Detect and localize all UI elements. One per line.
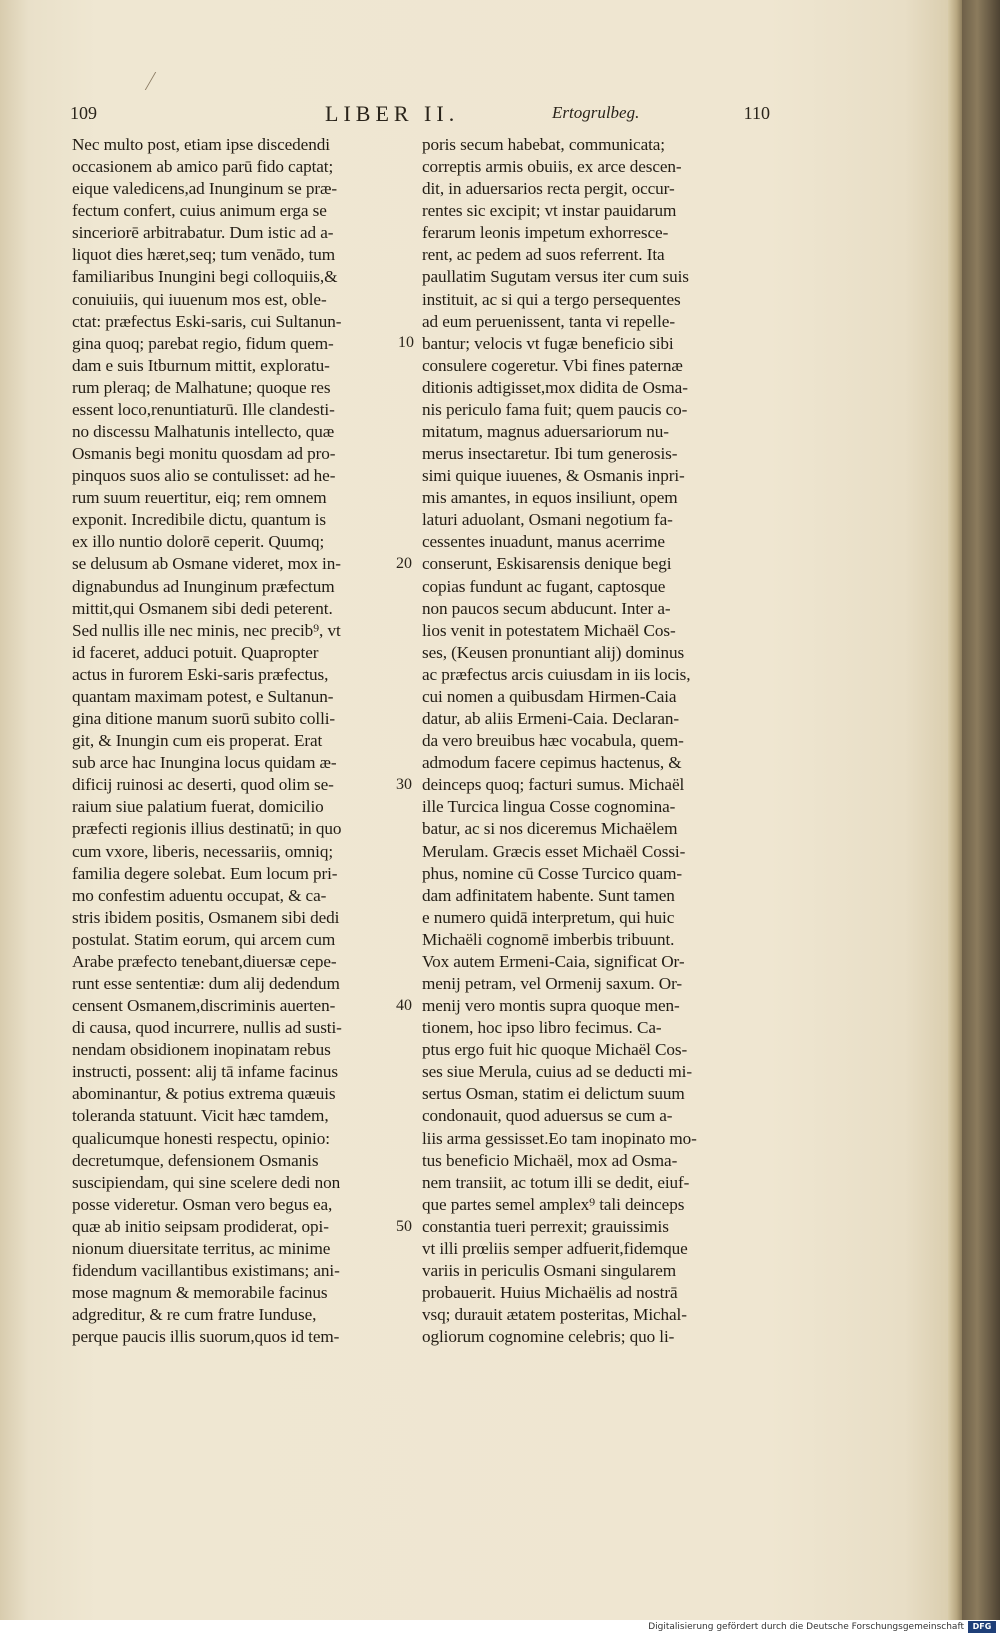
text-line: nem transiit, ac totum illi se dedit, eiuf- <box>422 1172 690 1192</box>
text-line: ac præfectus arcis cuiusdam in iis locis, <box>422 664 691 684</box>
text-line: ad eum peruenissent, tanta vi repelle- <box>422 311 675 331</box>
text-line: familiaribus Inungini begi colloquiis,& <box>72 267 338 287</box>
text-line: vt illi prœliis semper adfuerit,fidemque <box>422 1238 688 1258</box>
book-title: LIBER II. <box>325 101 460 126</box>
book-fore-edge <box>962 0 1000 1620</box>
text-line: præfecti regionis illius destinatū; in quo <box>72 819 342 839</box>
text-line: runt esse sententiæ: dum alij dedendum <box>72 973 340 993</box>
text-line: Arabe præfecto tenebant,diuersæ cepe- <box>72 951 337 971</box>
text-line: ptus ergo fuit hic quoque Michaël Cos- <box>422 1040 688 1060</box>
text-line: gina ditione manum suorū subito colli- <box>72 709 336 729</box>
text-line: dit, in aduersarios recta pergit, occur- <box>422 179 675 199</box>
text-line: menij petram, vel Ormenij saxum. Or- <box>422 973 683 993</box>
text-line: admodum facere cepimus hactenus, & <box>422 753 682 773</box>
line-number: 40 <box>396 997 412 1014</box>
text-line: cum vxore, liberis, necessariis, omniq; <box>72 841 334 861</box>
text-line: Nec multo post, etiam ipse discedendi <box>72 135 330 154</box>
text-line: dam adfinitatem habente. Sunt tamen <box>422 885 675 905</box>
text-line: Sed nullis ille nec minis, nec precib⁹, vt <box>72 620 341 640</box>
text-line: tus beneficio Michaël, mox ad Osma- <box>422 1150 678 1170</box>
text-line: ogliorum cognomine celebris; quo li- <box>422 1327 675 1347</box>
text-line: fidendum vacillantibus existimans; ani- <box>72 1260 340 1280</box>
text-line: occasionem ab amico parū fido captat; <box>72 157 334 177</box>
text-line: Vox autem Ermeni-Caia, significat Or- <box>422 951 685 971</box>
text-line: ex illo nuntio dolorē ceperit. Quumq; <box>72 532 325 552</box>
text-line: quantam maximam potest, e Sultanun- <box>72 686 334 706</box>
text-line: copias fundunt ac fugant, captosque <box>422 576 666 596</box>
text-line: variis in periculis Osmani singularem <box>422 1260 677 1280</box>
text-line: Michaëli cognomē imberbis tribuunt. <box>422 929 675 949</box>
text-line: e numero quidā interpretum, qui huic <box>422 907 675 927</box>
text-line: lios venit in potestatem Michaël Cos- <box>422 620 676 640</box>
text-line: quæ ab initio seipsam prodiderat, opi- <box>72 1216 329 1236</box>
text-line: paullatim Sugutam versus iter cum suis <box>422 267 689 287</box>
text-line: qualicumque honesti respectu, opinio: <box>72 1128 330 1148</box>
text-line: raium siue palatium fuerat, domicilio <box>72 797 324 817</box>
line-number: 50 <box>396 1218 412 1235</box>
text-line: rum suum reuertitur, eiq; rem omnem <box>72 488 327 508</box>
text-line: instituit, ac si qui a tergo persequentes <box>422 289 681 309</box>
text-line: dignabundus ad Inunginum præfectum <box>72 576 335 596</box>
text-line: abominantur, & potius extrema quæuis <box>72 1084 336 1104</box>
text-line: ctat: præfectus Eski-saris, cui Sultanun- <box>72 311 342 331</box>
digitization-credit: Digitalisierung gefördert durch die Deutsche Forschungsgemeinschaft <box>648 1622 964 1632</box>
text-line: di causa, quod incurrere, nullis ad susti- <box>72 1018 342 1038</box>
text-line: correptis armis obuiis, ex arce descen- <box>422 157 682 177</box>
right-text-column <box>422 134 752 1348</box>
folio-left: 109 <box>70 103 97 123</box>
text-line: deinceps quoq; facturi sumus. Michaël <box>422 775 685 795</box>
text-line: instructi, possent: alij tā infame facinus <box>72 1062 338 1082</box>
text-line: mittit,qui Osmanem sibi dedi peterent. <box>72 598 333 618</box>
text-line: decretumque, defensionem Osmanis <box>72 1150 319 1170</box>
text-line: ille Turcica lingua Cosse cognomina- <box>422 797 676 817</box>
text-line: Merulam. Græcis esset Michaël Cossi- <box>422 841 686 861</box>
text-line: gina quoq; parebat regio, fidum quem- <box>72 333 334 353</box>
page-gutter-shadow <box>948 0 962 1620</box>
text-line: tionem, hoc ipso libro fecimus. Ca- <box>422 1018 662 1038</box>
text-line: nionum diuersitate territus, ac minime <box>72 1238 331 1258</box>
text-line: adgreditur, & re cum fratre Iunduse, <box>72 1305 317 1325</box>
text-line: posse videretur. Osman vero begus ea, <box>72 1194 333 1214</box>
running-head <box>70 103 770 129</box>
text-line: da vero breuibus hæc vocabula, quem- <box>422 731 684 751</box>
text-line: mitatum, magnus aduersariorum nu- <box>422 422 669 442</box>
text-line: mo confestim aduentu occupat, & ca- <box>72 885 327 905</box>
text-line: consulere cogeretur. Vbi fines paternæ <box>422 355 683 375</box>
text-line: merus insectaretur. Ibi tum generosis- <box>422 444 678 464</box>
text-line: stris ibidem positis, Osmanem sibi dedi <box>72 907 340 927</box>
text-line: pinquos suos alio se contulisset: ad he- <box>72 466 336 486</box>
text-line: mis amantes, in equos insiliunt, opem <box>422 488 678 508</box>
text-line: ditionis adtigisset,mox didita de Osma- <box>422 377 688 397</box>
text-line: batur, ac si nos diceremus Michaëlem <box>422 819 678 839</box>
text-line: actus in furorem Eski-saris præfectus, <box>72 664 329 684</box>
text-line: id faceret, adduci potuit. Quapropter <box>72 642 319 662</box>
left-text-column <box>72 134 402 1348</box>
folio-right: 110 <box>743 103 770 123</box>
text-line: probauerit. Huius Michaëlis ad nostrā <box>422 1283 678 1303</box>
text-line: dificij ruinosi ac deserti, quod olim se- <box>72 775 334 795</box>
text-line: git, & Inungin cum eis properat. Erat <box>72 731 323 751</box>
text-line: phus, nomine cū Cosse Turcico quam- <box>422 863 683 883</box>
text-line: constantia tueri perrexit; grauissimis <box>422 1216 669 1236</box>
text-line: ses siue Merula, cuius ad se deducti mi- <box>422 1062 692 1082</box>
text-line: datur, ab aliis Ermeni-Caia. Declaran- <box>422 709 680 729</box>
dfg-logo: DFG <box>968 1621 996 1633</box>
text-line: simi quique iuuenes, & Osmanis inpri- <box>422 466 685 486</box>
text-line: fectum confert, cuius animum erga se <box>72 201 327 221</box>
text-line: rent, ac pedem ad suos referrent. Ita <box>422 245 665 265</box>
text-line: bantur; velocis vt fugæ beneficio sibi <box>422 333 674 353</box>
text-line: rum pleraq; de Malhatune; quoque res <box>72 377 331 397</box>
text-line: que partes semel amplex⁹ tali deinceps <box>422 1194 685 1214</box>
text-line: cui nomen a quibusdam Hirmen-Caia <box>422 686 677 706</box>
text-line: nis periculo fama fuit; quem paucis co- <box>422 399 688 419</box>
text-line: sinceriorē arbitrabatur. Dum istic ad a- <box>72 223 334 243</box>
text-line: liquot dies hæret,seq; tum venādo, tum <box>72 245 336 265</box>
text-line: censent Osmanem,discriminis auerten- <box>72 996 336 1016</box>
line-number: 30 <box>396 776 412 793</box>
section-title: Ertogrulbeg. <box>552 103 640 122</box>
text-line: conserunt, Eskisarensis denique begi <box>422 554 672 574</box>
text-line: rentes sic excipit; vt instar pauidarum <box>422 201 677 221</box>
text-line: familia degere solebat. Eum locum pri- <box>72 863 338 883</box>
text-line: liis arma gessisset.Eo tam inopinato mo- <box>422 1128 697 1148</box>
text-line: essent loco,renuntiaturū. Ille clandesti- <box>72 399 335 419</box>
text-line: postulat. Statim eorum, qui arcem cum <box>72 929 336 949</box>
text-line: laturi aduolant, Osmani negotium fa- <box>422 510 673 530</box>
text-line: Osmanis begi monitu quosdam ad pro- <box>72 444 336 464</box>
digitization-footer <box>0 1620 1000 1635</box>
text-line: ses, (Keusen pronuntiant alij) dominus <box>422 642 685 662</box>
text-line: non paucos secum abducunt. Inter a- <box>422 598 671 618</box>
text-line: exponit. Incredibile dictu, quantum is <box>72 510 326 530</box>
text-line: suscipiendam, qui sine scelere dedi non <box>72 1172 341 1192</box>
text-line: menij vero montis supra quoque men- <box>422 996 680 1016</box>
text-line: perque paucis illis suorum,quos id tem- <box>72 1327 340 1347</box>
text-line: nendam obsidionem inopinatam rebus <box>72 1040 331 1060</box>
text-line: eique valedicens,ad Inunginum se præ- <box>72 179 338 199</box>
text-line: no discessu Malhatunis intellecto, quæ <box>72 422 335 442</box>
text-line: sub arce hac Inungina locus quidam æ- <box>72 753 337 773</box>
line-number: 20 <box>396 555 412 572</box>
text-line: toleranda statuunt. Vicit hæc tamdem, <box>72 1106 329 1126</box>
text-line: condonauit, quod aduersus se cum a- <box>422 1106 673 1126</box>
text-line: poris secum habebat, communicata; <box>422 135 665 154</box>
text-line: cessentes inuadunt, manus acerrime <box>422 532 665 552</box>
line-number: 10 <box>398 334 414 351</box>
text-line: sertus Osman, statim ei delictum suum <box>422 1084 685 1104</box>
text-line: se delusum ab Osmane videret, mox in- <box>72 554 341 574</box>
text-line: dam e suis Itburnum mittit, exploratu- <box>72 355 330 375</box>
text-line: mose magnum & memorabile facinus <box>72 1283 328 1303</box>
text-line: conuiuiis, qui iuuenum mos est, oble- <box>72 289 327 309</box>
text-line: ferarum leonis impetum exhorresce- <box>422 223 669 243</box>
text-line: vsq; durauit ætatem posteritas, Michal- <box>422 1305 687 1325</box>
